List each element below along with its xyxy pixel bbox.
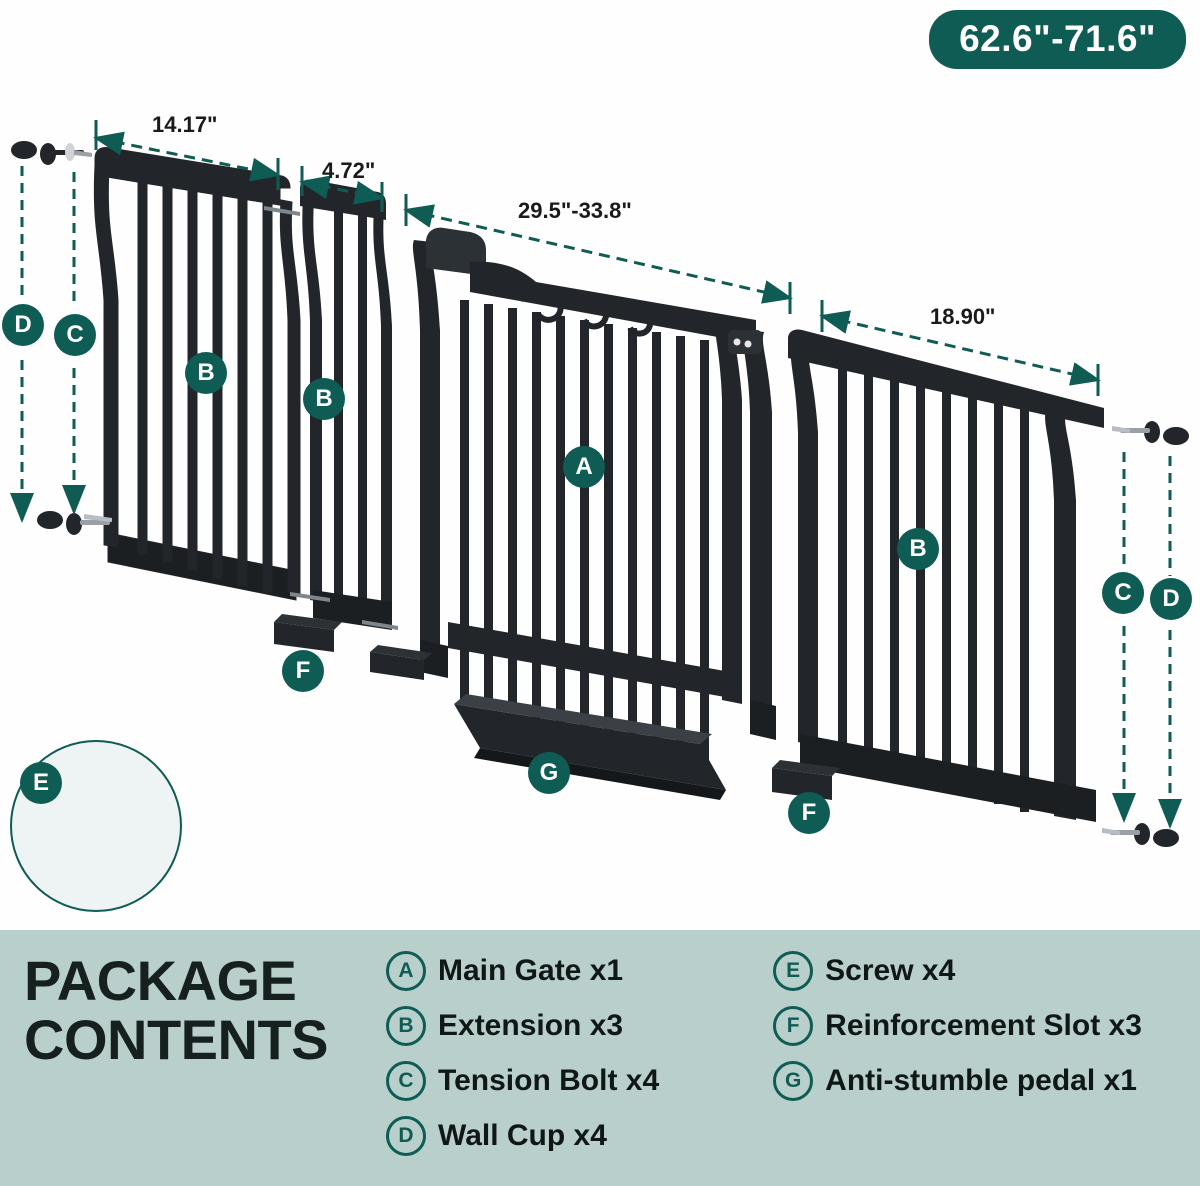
callout-d-left: D (2, 304, 44, 346)
dimension-label-extension-wide: 14.17" (152, 112, 218, 137)
package-item-label-d: Wall Cup x4 (438, 1119, 607, 1152)
dimension-label-main-gate: 29.5"-33.8" (518, 198, 632, 223)
callout-f-slot-right: F (788, 792, 830, 834)
package-item-label-g: Anti-stumble pedal x1 (825, 1064, 1137, 1097)
package-item-f (773, 1003, 1190, 1049)
package-item-badge-f: F (773, 1006, 813, 1046)
dimension-label-extension-medium: 18.90" (930, 304, 996, 329)
package-title-line2: CONTENTS (24, 1007, 328, 1071)
package-item-label-b: Extension x3 (438, 1009, 624, 1042)
package-item-b (386, 1003, 763, 1049)
package-item-badge-a: A (386, 951, 426, 991)
package-item-label-c: Tension Bolt x4 (438, 1064, 660, 1097)
package-item-g (773, 1058, 1190, 1104)
package-item-label-e: Screw x4 (825, 954, 956, 987)
package-title-line1: PACKAGE (24, 949, 297, 1012)
package-item-badge-g: G (773, 1061, 813, 1101)
size-range-badge: 62.6"-71.6" (929, 10, 1186, 69)
anti-stumble-pedal (454, 694, 726, 800)
package-item-label-a: Main Gate x1 (438, 954, 624, 987)
callout-g-pedal: G (528, 752, 570, 794)
callout-b-panel2: B (303, 378, 345, 420)
package-item-badge-b: B (386, 1006, 426, 1046)
package-item-label-f: Reinforcement Slot x3 (825, 1009, 1142, 1042)
callout-e-screw: E (20, 762, 62, 804)
package-item-d (386, 1113, 763, 1159)
callout-b-panel1: B (185, 352, 227, 394)
package-item-e (773, 948, 1190, 994)
package-item-badge-c: C (386, 1061, 426, 1101)
extension-panel-3 (788, 329, 1104, 822)
callout-a-main-gate: A (563, 446, 605, 488)
callout-d-right: D (1150, 578, 1192, 620)
package-item-badge-d: D (386, 1116, 426, 1156)
package-item-a (386, 948, 763, 994)
tension-bolt-wall-cup-right (1102, 421, 1189, 847)
package-item-c (386, 1058, 763, 1104)
package-contents-title (24, 949, 384, 1071)
main-gate (413, 228, 776, 760)
package-contents-column-1 (386, 948, 763, 1159)
callout-c-left: C (54, 314, 96, 356)
package-item-badge-e: E (773, 951, 813, 991)
dimension-label-extension-narrow: 4.72" (322, 158, 376, 183)
package-contents-column-2 (773, 948, 1190, 1159)
callout-c-right: C (1102, 572, 1144, 614)
package-contents-columns (386, 948, 1190, 1159)
callout-b-panel3: B (897, 528, 939, 570)
package-contents-section (0, 930, 1200, 1186)
callout-f-slot-left: F (282, 650, 324, 692)
